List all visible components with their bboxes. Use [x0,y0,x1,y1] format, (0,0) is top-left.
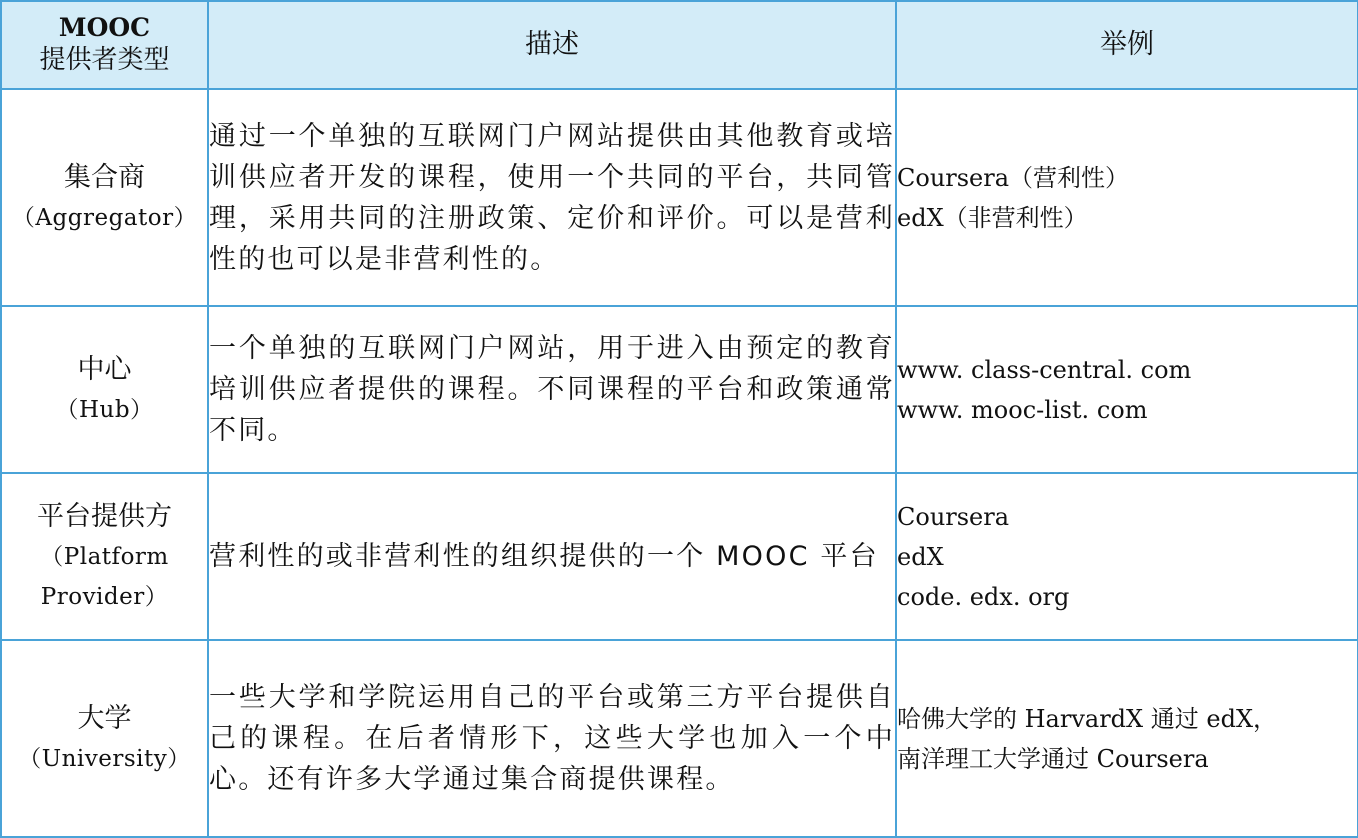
provider-type-cell [1,640,208,837]
provider-type-en: （Hub） [55,396,154,423]
example-item: code. edx. org [897,582,1070,611]
description-cell [208,89,896,306]
header-example [896,1,1358,89]
description-text: 一些大学和学院运用自己的平台或第三方平台提供自己的课程。在后者情形下，这些大学也加入一个中心。还有许多大学通过集合商提供课程。 [209,682,895,795]
table-row [1,473,1358,640]
provider-type-en: （University） [18,745,191,772]
example-item: Coursera [897,502,1010,531]
example-item: www. mooc-list. com [897,395,1148,424]
example-item: 哈佛大学的 HarvardX 通过 edX， [897,704,1278,733]
example-cell [896,473,1358,640]
description-text: 一个单独的互联网门户网站，用于进入由预定的教育培训供应者提供的课程。不同课程的平台和政策通常不同。 [209,333,895,446]
example-item: Coursera（营利性） [897,163,1130,192]
table-row [1,89,1358,306]
header-type-line1: MOOC [58,13,151,42]
description-text: 营利性的或非营利性的组织提供的一个 MOOC 平台 [209,541,879,572]
example-cell [896,89,1358,306]
provider-type-zh: 大学 [77,702,132,734]
example-item: edX [897,542,944,571]
header-description-label: 描述 [525,29,579,60]
table-row [1,640,1358,837]
description-cell [208,640,896,837]
table-header-row [1,1,1358,89]
provider-type-zh: 平台提供方 [37,500,172,532]
provider-type-cell [1,89,208,306]
example-item: 南洋理工大学通过 Coursera [897,744,1209,773]
example-cell [896,640,1358,837]
description-text: 通过一个单独的互联网门户网站提供由其他教育或培训供应者开发的课程，使用一个共同的平台，共同管理，采用共同的注册政策、定价和评价。可以是营利性的也可以是非营利性的。 [209,120,895,275]
description-cell [208,306,896,473]
header-example-label: 举例 [1100,29,1154,60]
provider-type-en: （Aggregator） [11,204,198,231]
example-item: edX（非营利性） [897,203,1088,232]
provider-type-zh: 集合商 [64,161,145,193]
table-row [1,306,1358,473]
example-item: www. class-central. com [897,355,1192,384]
header-description [208,1,896,89]
provider-type-cell [1,306,208,473]
example-cell [896,306,1358,473]
provider-type-cell [1,473,208,640]
provider-type-en-line2: Provider） [40,583,169,610]
description-cell [208,473,896,640]
provider-type-en-line1: （Platform [40,543,169,570]
header-provider-type [1,1,208,89]
provider-type-zh: 中心 [77,353,132,385]
header-type-line2: 提供者类型 [39,45,170,75]
